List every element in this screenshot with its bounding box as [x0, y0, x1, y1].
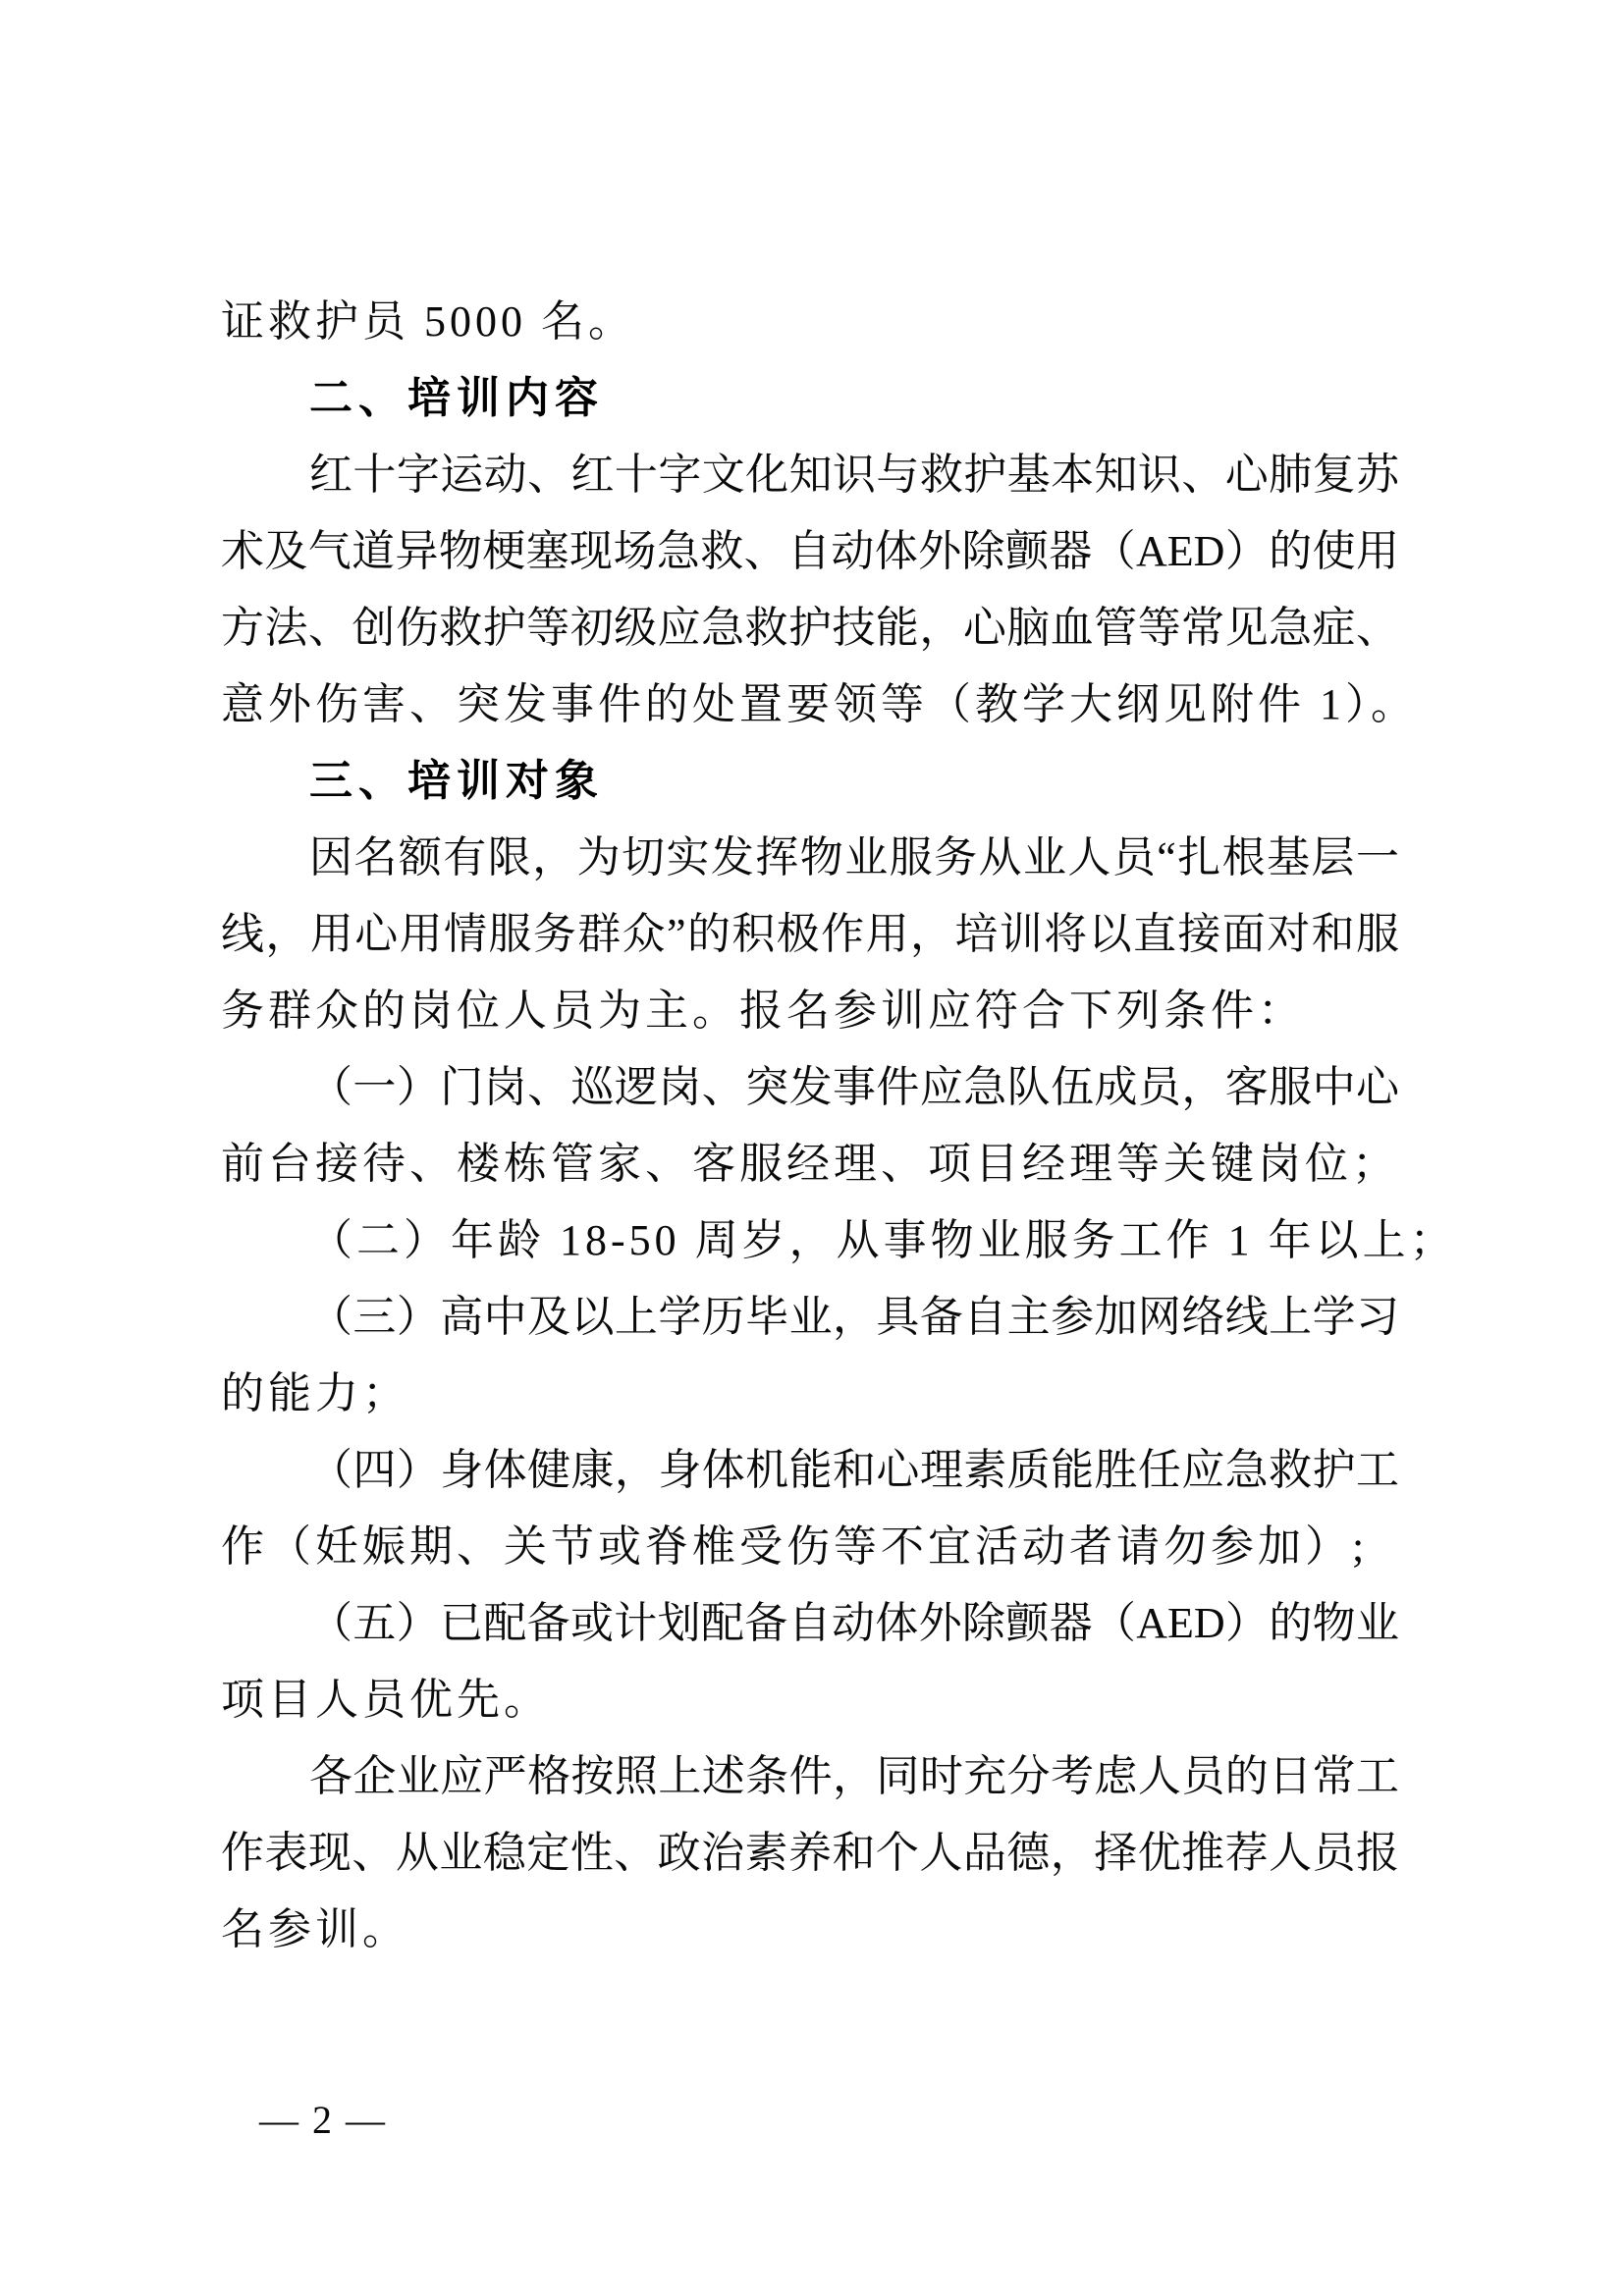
text-line: 方法、创伤救护等初级应急救护技能，心脑血管等常见急症、 [221, 604, 1399, 652]
page-number: — 2 — [259, 2098, 387, 2142]
document-body [221, 284, 1457, 1968]
text-line: 红十字运动、红十字文化知识与救护基本知识、心肺复苏 [309, 451, 1399, 499]
text-line: 意外伤害、突发事件的处置要领等（教学大纲见附件 1）。 [221, 680, 1418, 728]
text-line: 作（妊娠期、关节或脊椎受伤等不宜活动者请勿参加）; [221, 1522, 1369, 1571]
text-line: 各企业应严格按照上述条件，同时充分考虑人员的日常工 [309, 1752, 1399, 1800]
text-line: 因名额有限，为切实发挥物业服务从业人员“扎根基层一 [309, 833, 1399, 881]
text-line: 名参训。 [221, 1905, 409, 1953]
text-line: 项目人员优先。 [221, 1676, 551, 1724]
text-line: 的能力； [221, 1369, 409, 1417]
text-line: （二）年龄 18-50 周岁，从事物业服务工作 1 年以上； [309, 1216, 1457, 1264]
section-heading: 二、培训内容 [309, 374, 604, 422]
text-line: （五）已配备或计划配备自动体外除颤器（AED）的物业 [309, 1599, 1399, 1647]
text-line: 务群众的岗位人员为主。报名参训应符合下列条件： [221, 987, 1305, 1035]
text-line: 作表现、从业稳定性、政治素养和个人品德，择优推荐人员报 [221, 1829, 1399, 1877]
section-heading: 三、培训对象 [309, 757, 604, 805]
text-line: （三）高中及以上学历毕业，具备自主参加网络线上学习 [309, 1293, 1399, 1341]
text-line: （四）身体健康，身体机能和心理素质能胜任应急救护工 [309, 1446, 1399, 1494]
text-line: 前台接待、楼栋管家、客服经理、项目经理等关键岗位； [221, 1140, 1399, 1188]
text-line: 线，用心用情服务群众”的积极作用，培训将以直接面对和服 [221, 910, 1399, 958]
text-line: 术及气道异物梗塞现场急救、自动体外除颤器（AED）的使用 [221, 527, 1399, 575]
text-line: （一）门岗、巡逻岗、突发事件应急队伍成员，客服中心 [309, 1063, 1399, 1111]
text-line: 证救护员 5000 名。 [221, 297, 635, 346]
